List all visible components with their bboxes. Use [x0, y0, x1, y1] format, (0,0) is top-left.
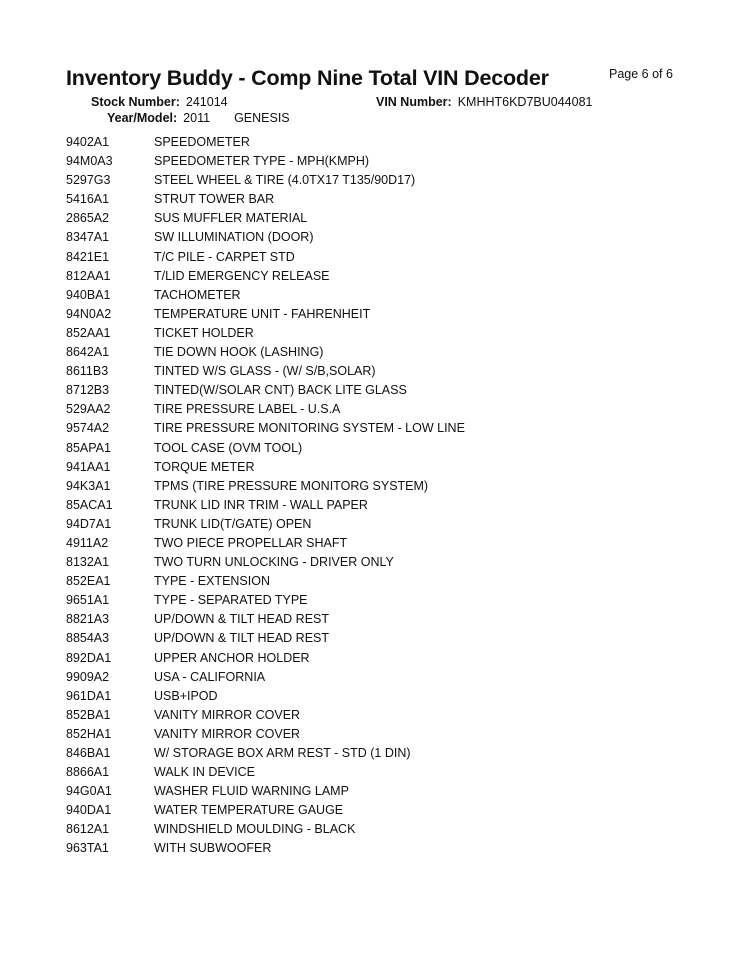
option-code: 8421E1	[66, 249, 110, 264]
option-description: WASHER FLUID WARNING LAMP	[154, 784, 349, 799]
option-code: 94K3A1	[66, 478, 111, 493]
list-item	[66, 209, 706, 228]
list-item	[66, 725, 706, 744]
option-description: TPMS (TIRE PRESSURE MONITORG SYSTEM)	[154, 478, 429, 493]
option-code: 8642A1	[66, 345, 110, 360]
option-description: STRUT TOWER BAR	[154, 192, 275, 207]
option-code: 8821A3	[66, 612, 110, 627]
option-code: 8347A1	[66, 230, 110, 245]
list-item	[66, 572, 706, 591]
option-description: TACHOMETER	[154, 287, 241, 302]
option-code: 852BA1	[66, 707, 111, 722]
option-code: 9402A1	[66, 135, 110, 149]
option-code: 9574A2	[66, 421, 110, 436]
stock-number-label: Stock Number:	[91, 95, 180, 109]
model-value: GENESIS	[234, 111, 290, 125]
list-item	[66, 839, 706, 858]
option-description: WATER TEMPERATURE GAUGE	[154, 803, 344, 818]
list-item	[66, 248, 706, 267]
list-item	[66, 763, 706, 782]
option-description: STEEL WHEEL & TIRE (4.0TX17 T135/90D17)	[154, 173, 416, 188]
list-item	[66, 171, 706, 190]
option-description: TINTED W/S GLASS - (W/ S/B,SOLAR)	[154, 364, 376, 379]
option-code: 8866A1	[66, 765, 110, 780]
list-item	[66, 591, 706, 610]
option-description: SUS MUFFLER MATERIAL	[154, 211, 308, 226]
option-code: 2865A2	[66, 211, 110, 226]
list-item	[66, 152, 706, 171]
list-item	[66, 381, 706, 400]
option-description: VANITY MIRROR COVER	[154, 707, 301, 722]
option-description: WITH SUBWOOFER	[154, 841, 272, 856]
option-code: 846BA1	[66, 746, 111, 760]
option-code: 8854A3	[66, 631, 110, 646]
option-code: 8712B3	[66, 383, 110, 398]
option-code: 9651A1	[66, 593, 110, 608]
option-code: 940BA1	[66, 287, 111, 302]
list-item	[66, 668, 706, 687]
option-description: TOOL CASE (OVM TOOL)	[154, 440, 303, 455]
list-item	[66, 820, 706, 839]
option-description: UP/DOWN & TILT HEAD REST	[154, 631, 330, 646]
list-item	[66, 534, 706, 553]
option-code: 85ACA1	[66, 497, 113, 512]
year-model-label: Year/Model:	[107, 111, 178, 125]
option-code: 94N0A2	[66, 306, 112, 321]
list-item	[66, 439, 706, 458]
option-code: 852HA1	[66, 726, 112, 741]
option-code-list	[66, 133, 706, 859]
option-description: TYPE - EXTENSION	[154, 574, 270, 589]
option-code: 9909A2	[66, 669, 110, 684]
list-item	[66, 629, 706, 648]
option-description: UPPER ANCHOR HOLDER	[154, 650, 310, 665]
option-description: TIRE PRESSURE LABEL - U.S.A	[154, 402, 341, 417]
list-item	[66, 324, 706, 343]
option-code: 852AA1	[66, 325, 111, 340]
option-description: TORQUE METER	[154, 459, 255, 474]
list-item	[66, 649, 706, 668]
option-description: TYPE - SEPARATED TYPE	[154, 593, 308, 608]
option-code: 5416A1	[66, 192, 110, 207]
option-description: USB+IPOD	[154, 688, 218, 703]
option-description: TWO PIECE PROPELLAR SHAFT	[154, 535, 348, 550]
option-code: 963TA1	[66, 841, 109, 856]
option-code: 961DA1	[66, 688, 112, 703]
list-item	[66, 267, 706, 286]
list-item	[66, 801, 706, 820]
list-item	[66, 228, 706, 247]
option-code: 94G0A1	[66, 784, 112, 799]
option-description: TEMPERATURE UNIT - FAHRENHEIT	[154, 306, 371, 321]
option-code: 4911A2	[66, 535, 109, 550]
option-description: VANITY MIRROR COVER	[154, 726, 301, 741]
option-description: UP/DOWN & TILT HEAD REST	[154, 612, 330, 627]
option-code: 940DA1	[66, 803, 112, 818]
list-item	[66, 496, 706, 515]
vin-number	[376, 95, 593, 109]
option-description: SPEEDOMETER TYPE - MPH(KMPH)	[154, 154, 370, 169]
page-number: Page 6 of 6	[609, 67, 673, 81]
list-item	[66, 744, 706, 763]
stock-number-value: 241014	[185, 95, 228, 109]
option-description: T/C PILE - CARPET STD	[154, 249, 295, 264]
list-item	[66, 610, 706, 629]
year-model	[107, 111, 290, 125]
list-item	[66, 419, 706, 438]
option-description: TIE DOWN HOOK (LASHING)	[154, 345, 324, 360]
report-title: Inventory Buddy - Comp Nine Total VIN Decoder	[66, 66, 549, 90]
option-code: 94D7A1	[66, 516, 112, 531]
list-item	[66, 190, 706, 209]
list-item	[66, 687, 706, 706]
option-code: 5297G3	[66, 173, 111, 188]
list-item	[66, 706, 706, 725]
list-item	[66, 515, 706, 534]
option-description: W/ STORAGE BOX ARM REST - STD (1 DIN)	[154, 746, 411, 760]
option-description: SW ILLUMINATION (DOOR)	[154, 230, 314, 245]
vin-number-label: VIN Number:	[376, 95, 452, 109]
option-description: TINTED(W/SOLAR CNT) BACK LITE GLASS	[154, 383, 407, 398]
option-code: 529AA2	[66, 402, 111, 417]
option-code: 892DA1	[66, 650, 112, 665]
vin-number-value: KMHHT6KD7BU044081	[457, 95, 593, 109]
list-item	[66, 458, 706, 477]
stock-number	[91, 95, 228, 109]
list-item	[66, 343, 706, 362]
year-value: 2011	[183, 111, 211, 125]
option-code: 8612A1	[66, 822, 110, 837]
list-item	[66, 553, 706, 572]
option-code: 85APA1	[66, 440, 111, 455]
option-code: 8132A1	[66, 555, 110, 570]
option-code: 812AA1	[66, 268, 111, 283]
list-item	[66, 286, 706, 305]
option-description: T/LID EMERGENCY RELEASE	[154, 268, 330, 283]
option-description: TRUNK LID INR TRIM - WALL PAPER	[154, 497, 368, 512]
option-description: WINDSHIELD MOULDING - BLACK	[154, 822, 356, 837]
option-code: 94M0A3	[66, 154, 113, 169]
option-description: TWO TURN UNLOCKING - DRIVER ONLY	[154, 555, 394, 570]
list-item	[66, 133, 706, 152]
list-item	[66, 477, 706, 496]
list-item	[66, 400, 706, 419]
option-code: 941AA1	[66, 459, 111, 474]
list-item	[66, 305, 706, 324]
option-description: TRUNK LID(T/GATE) OPEN	[154, 516, 312, 531]
option-description: TICKET HOLDER	[154, 325, 254, 340]
option-description: TIRE PRESSURE MONITORING SYSTEM - LOW LINE	[154, 421, 465, 436]
option-description: WALK IN DEVICE	[154, 765, 255, 780]
option-description: USA - CALIFORNIA	[154, 669, 266, 684]
option-description: SPEEDOMETER	[154, 135, 250, 149]
option-code: 8611B3	[66, 364, 109, 379]
option-code: 852EA1	[66, 574, 111, 589]
list-item	[66, 362, 706, 381]
list-item	[66, 782, 706, 801]
